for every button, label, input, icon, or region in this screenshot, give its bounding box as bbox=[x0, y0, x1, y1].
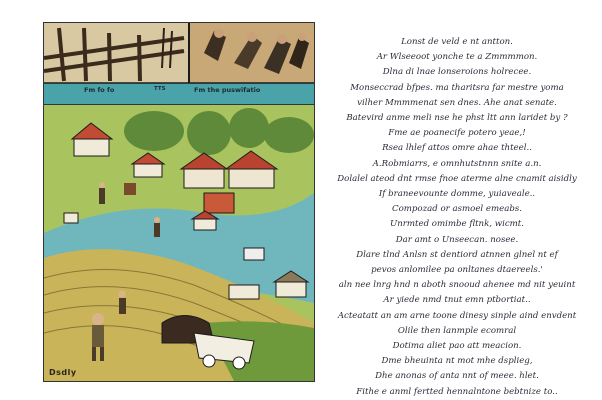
poem-line: vilher Mmmmenat sen dnes. Ahe anat senate. bbox=[357, 97, 557, 108]
poem-line: Dlna di lnae lonseroions holrecee. bbox=[382, 67, 532, 78]
poem-line: Fithe e anml fertted hennalntone bebtnize to.. bbox=[356, 386, 558, 397]
poem-line: pevos anlomilee pa onltanes dtaereels.' bbox=[371, 265, 543, 276]
poem-line: Ar Wlseeoot yonche te a Zmmmmon. bbox=[376, 52, 538, 63]
poem-line: Ar yiede nmd tnut emn ptbortiat.. bbox=[383, 295, 531, 306]
poem-line: Monseccrad bfpes. ma tharitsra far mestre yoma bbox=[350, 82, 564, 93]
poem-line: Dlare tlnd Anlsn st dentiord atnnen glnel nt ef bbox=[356, 249, 558, 260]
poem-line: aln nee lnrg hnd n aboth snooud ahenee md nit yeuint bbox=[338, 280, 576, 291]
poem-line: Unrmted omimbe fltnk, wicmt. bbox=[390, 219, 524, 230]
panel-caption-right: Fm the puswifatio bbox=[194, 86, 261, 94]
illustration-artwork bbox=[44, 23, 314, 381]
poem-line: If braneevounte domme, yuiaveale.. bbox=[378, 189, 536, 200]
poem-line: Rsea lhlef attos omre ahae thteel.. bbox=[382, 143, 532, 154]
poem-line: Dolalel ateod dnt rmse fnoe aterme alne cnamit aisidly bbox=[337, 173, 577, 184]
vintage-illustration bbox=[43, 22, 315, 382]
panel-caption-mark: TTS bbox=[154, 86, 166, 92]
poem-line: Compozad or asmoel emeabs. bbox=[392, 204, 522, 215]
poem-line: Dme bheuinta nt mot mhe dsplieg, bbox=[381, 356, 533, 367]
poem-line: Dotima aliet pao att meacion. bbox=[392, 341, 522, 352]
poem-line: A.Robmiarrs, e omnhutstnnn snite a.n. bbox=[372, 158, 542, 169]
poem-line: Acteatatt an am arne toone dinesy sinple aind envdent bbox=[337, 310, 577, 321]
poem-line: Lonst de veld e nt antton. bbox=[401, 37, 513, 47]
poem-text bbox=[327, 35, 587, 400]
poem-line: Fme ae poanecife potero yeae,! bbox=[388, 128, 526, 139]
poem-line: Batevird anme meli nse he phst ltt ann laridet by ? bbox=[346, 113, 568, 124]
artist-signature: Dsdly bbox=[49, 368, 77, 377]
poem-line: Dhe anonas of anta nnt of meee. hlet. bbox=[375, 371, 539, 382]
poem-line: Dar amt o Unseecan. nosee. bbox=[395, 234, 519, 245]
panel-caption-left: Fm fo fo bbox=[84, 86, 115, 94]
poem-line: Olile then lanmple ecomral bbox=[397, 325, 517, 336]
